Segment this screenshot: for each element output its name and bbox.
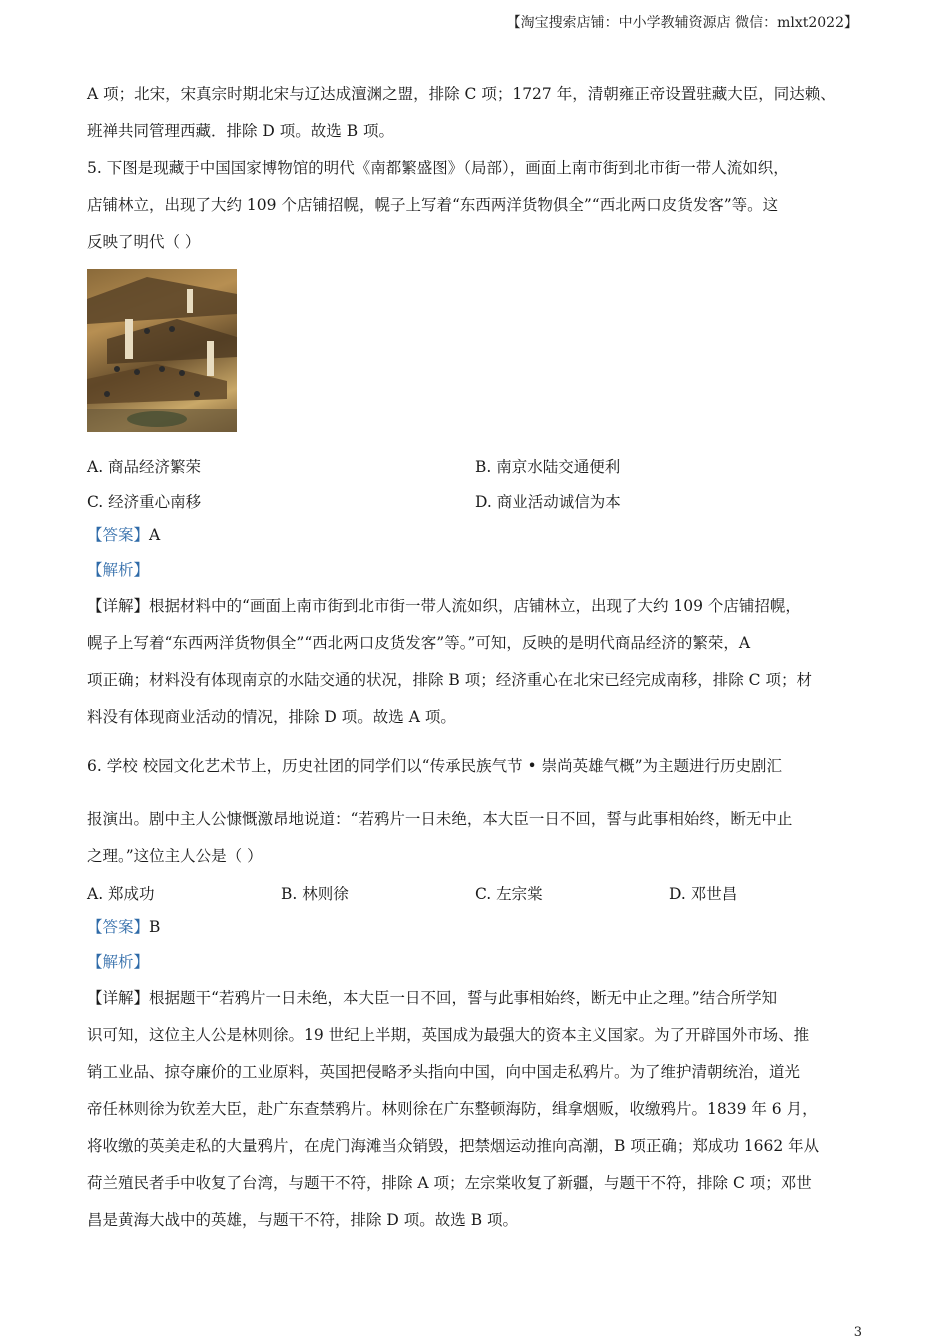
detail-tag: 【详解】 bbox=[87, 989, 150, 1007]
detail-line: 将收缴的英美走私的大量鸦片，在虎门海滩当众销毁，把禁烟运动推向高潮，B 项正确；郑成功 1662 年从 bbox=[87, 1137, 820, 1155]
answer-line bbox=[87, 518, 872, 553]
answer-line bbox=[87, 910, 872, 945]
document-body bbox=[87, 76, 872, 1239]
text-line: 班禅共同管理西藏．排除 D 项。故选 B 项。 bbox=[87, 122, 395, 140]
painting-illustration bbox=[87, 269, 237, 432]
analysis-tag: 【解析】 bbox=[87, 953, 150, 971]
page-header: 【淘宝搜索店铺：中小学教辅资源店 微信：mlxt2022】 bbox=[506, 15, 858, 31]
option-d: D. 商业活动诚信为本 bbox=[475, 492, 621, 511]
detail-line: 幌子上写着“东西两洋货物俱全”“西北两口皮货发客”等。”可知，反映的是明代商品经济的繁荣，A bbox=[87, 634, 751, 652]
question-text: 反映了明代（ ） bbox=[87, 233, 201, 251]
detail-tag: 【详解】 bbox=[87, 597, 150, 615]
option-d: D. 邓世昌 bbox=[669, 884, 738, 903]
option-row bbox=[87, 448, 872, 483]
answer-value: A bbox=[149, 526, 161, 544]
detail-line: 昌是黄海大战中的英雄，与题干不符，排除 D 项。故选 B 项。 bbox=[87, 1211, 519, 1229]
answer-tag: 【答案】 bbox=[87, 526, 150, 544]
detail-line: 荷兰殖民者手中收复了台湾，与题干不符，排除 A 项；左宗棠收复了新疆，与题干不符，排除 C 项；邓世 bbox=[87, 1174, 812, 1192]
option-row bbox=[87, 875, 872, 910]
detail-line: 项正确；材料没有体现南京的水陆交通的状况，排除 B 项；经济重心在北宋已经完成南移，排除 C 项；材 bbox=[87, 671, 812, 689]
question-5 bbox=[87, 150, 872, 736]
detail-line: 销工业品、掠夺廉价的工业原料，英国把侵略矛头指向中国，向中国走私鸦片。为了维护清朝统治，道光 bbox=[87, 1063, 801, 1081]
option-c: C. 左宗棠 bbox=[475, 884, 543, 903]
detail-line: 【详解】根据题干“若鸦片一日未绝，本大臣一日不回，誓与此事相始终，断无中止之理。”结合所学知 bbox=[87, 989, 778, 1007]
text-line: A 项；北宋，宋真宗时期北宋与辽达成澶渊之盟，排除 C 项；1727 年，清朝雍正帝设置驻藏大臣，同达赖、 bbox=[87, 85, 836, 103]
detail-line: 料没有体现商业活动的情况，排除 D 项。故选 A 项。 bbox=[87, 708, 456, 726]
option-a: A. 商品经济繁荣 bbox=[87, 457, 202, 476]
analysis-tag: 【解析】 bbox=[87, 561, 150, 579]
question-text: 5. 下图是现藏于中国国家博物馆的明代《南都繁盛图》（局部），画面上南市街到北市街一带人流如织， bbox=[87, 159, 789, 177]
answer-value: B bbox=[149, 918, 161, 936]
nandu-painting-image bbox=[87, 269, 237, 432]
detail-line: 识可知，这位主人公是林则徐。19 世纪上半期，英国成为最强大的资本主义国家。为了开辟国外市场、推 bbox=[87, 1026, 810, 1044]
question-text: 之理。”这位主人公是（ ） bbox=[87, 847, 263, 865]
detail-line: 【详解】根据材料中的“画面上南市街到北市街一带人流如织，店铺林立，出现了大约 109 个店铺招幌， bbox=[87, 597, 801, 615]
option-c: C. 经济重心南移 bbox=[87, 492, 202, 511]
question-text: 6. 学校 校园文化艺术节上，历史社团的同学们以“传承民族气节 • 崇尚英雄气概”为主题进行历史剧汇 bbox=[87, 757, 782, 775]
option-b: B. 南京水陆交通便利 bbox=[475, 457, 621, 476]
detail-line: 帝任林则徐为钦差大臣，赴广东查禁鸦片。林则徐在广东整顿海防，缉拿烟贩，收缴鸦片。1839 年 6 月， bbox=[87, 1100, 818, 1118]
option-a: A. 郑成功 bbox=[87, 884, 155, 903]
question-6 bbox=[87, 748, 872, 1239]
question-text: 报演出。剧中主人公慷慨激昂地说道：“若鸦片一日未绝，本大臣一日不回，誓与此事相始终，断无中止 bbox=[87, 810, 793, 828]
analysis-line bbox=[87, 945, 872, 980]
option-b: B. 林则徐 bbox=[281, 884, 349, 903]
option-row bbox=[87, 483, 872, 518]
page-number: 3 bbox=[853, 1325, 862, 1340]
question-text: 店铺林立，出现了大约 109 个店铺招幌，幌子上写着“东西两洋货物俱全”“西北两口皮货发客”等。这 bbox=[87, 196, 779, 214]
answer-tag: 【答案】 bbox=[87, 918, 150, 936]
analysis-line bbox=[87, 553, 872, 588]
intro-paragraph bbox=[87, 76, 872, 150]
